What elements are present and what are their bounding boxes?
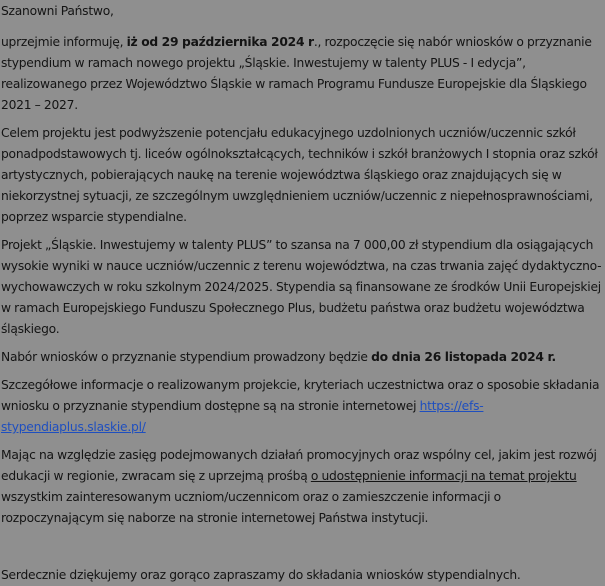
request-text-end: wszystkim zainteresowanym uczniom/uczennicom oraz o zamieszczenie informacji o rozpoczynającym się naborze na stronie internetowej Państwa instytucji. bbox=[1, 490, 501, 525]
project-website-link[interactable]: https://efs-stypendiaplus.slaskie.pl/ bbox=[1, 399, 484, 434]
request-highlight: o udostępnienie informacji na temat projektu bbox=[310, 469, 577, 483]
announcement-start-date: iż od 29 października 2024 r bbox=[126, 35, 314, 49]
paragraph-scholarship-details: Projekt „Śląskie. Inwestujemy w talenty PLUS” to szansa na 7 000,00 zł stypendium dla osiągających wysokie wyniki w nauce uczniów/uczennic z terenu województwa, na czas trwania zajęć dydaktyczno-wychowawczych w roku szkolnym 2024/2025. Stypendia są finansowane ze środków Unii Europejskiej w ramach Europejskiego Funduszu Społecznego Plus, budżetu państwa oraz budżetu województwa śląskiego. bbox=[1, 238, 602, 336]
deadline-text: Nabór wniosków o przyznanie stypendium prowadzony będzie bbox=[1, 350, 372, 364]
deadline-date: do dnia 26 listopada 2024 r. bbox=[371, 350, 556, 364]
request-text-start: Mając na względzie zasięg podejmowanych działań promocyjnych oraz wspólny cel, jakim jest rozwój edukacji w regionie, zwracam się z uprzejmą prośbą bbox=[1, 448, 597, 483]
paragraph-deadline bbox=[1, 347, 603, 368]
paragraph-announcement bbox=[1, 32, 603, 116]
paragraph-more-info bbox=[1, 375, 603, 438]
paragraph-project-goal: Celem projektu jest podwyższenie potencjału edukacyjnego uzdolnionych uczniów/uczennic szkół ponadpodstawowych tj. liceów ogólnokształcących, techników i szkół branżowych I stopnia oraz szkół artystycznych, pobierających naukę na terenie województwa śląskiego oraz znajdujących się w niekorzystnej sytuacji, ze szczególnym uwzględnieniem uczniów/uczennic z niepełnosprawnościami, poprzez wsparcie stypendialne. bbox=[1, 126, 598, 224]
announcement-text-end: ., rozpoczęcie się nabór wniosków o przyznanie stypendium w ramach nowego projektu „Śląskie. Inwestujemy w talenty PLUS - I edycja”, realizowanego przez Województwo Śląskie w ramach Programu Fundusze Europejskie dla Śląskiego 2021 – 2027. bbox=[1, 35, 592, 112]
more-info-text: Szczegółowe informacje o realizowanym projekcie, kryteriach uczestnictwa oraz o sposobie składania wniosku o przyznanie stypendium dostępne są na stronie internetowej bbox=[1, 378, 600, 413]
paragraph-request bbox=[1, 445, 603, 529]
announcement-text-start: uprzejmie informuję, bbox=[1, 35, 127, 49]
closing-line: Serdecznie dziękujemy oraz gorąco zapraszamy do składania wniosków stypendialnych. bbox=[1, 568, 521, 582]
greeting: Szanowni Państwo, bbox=[1, 4, 114, 18]
